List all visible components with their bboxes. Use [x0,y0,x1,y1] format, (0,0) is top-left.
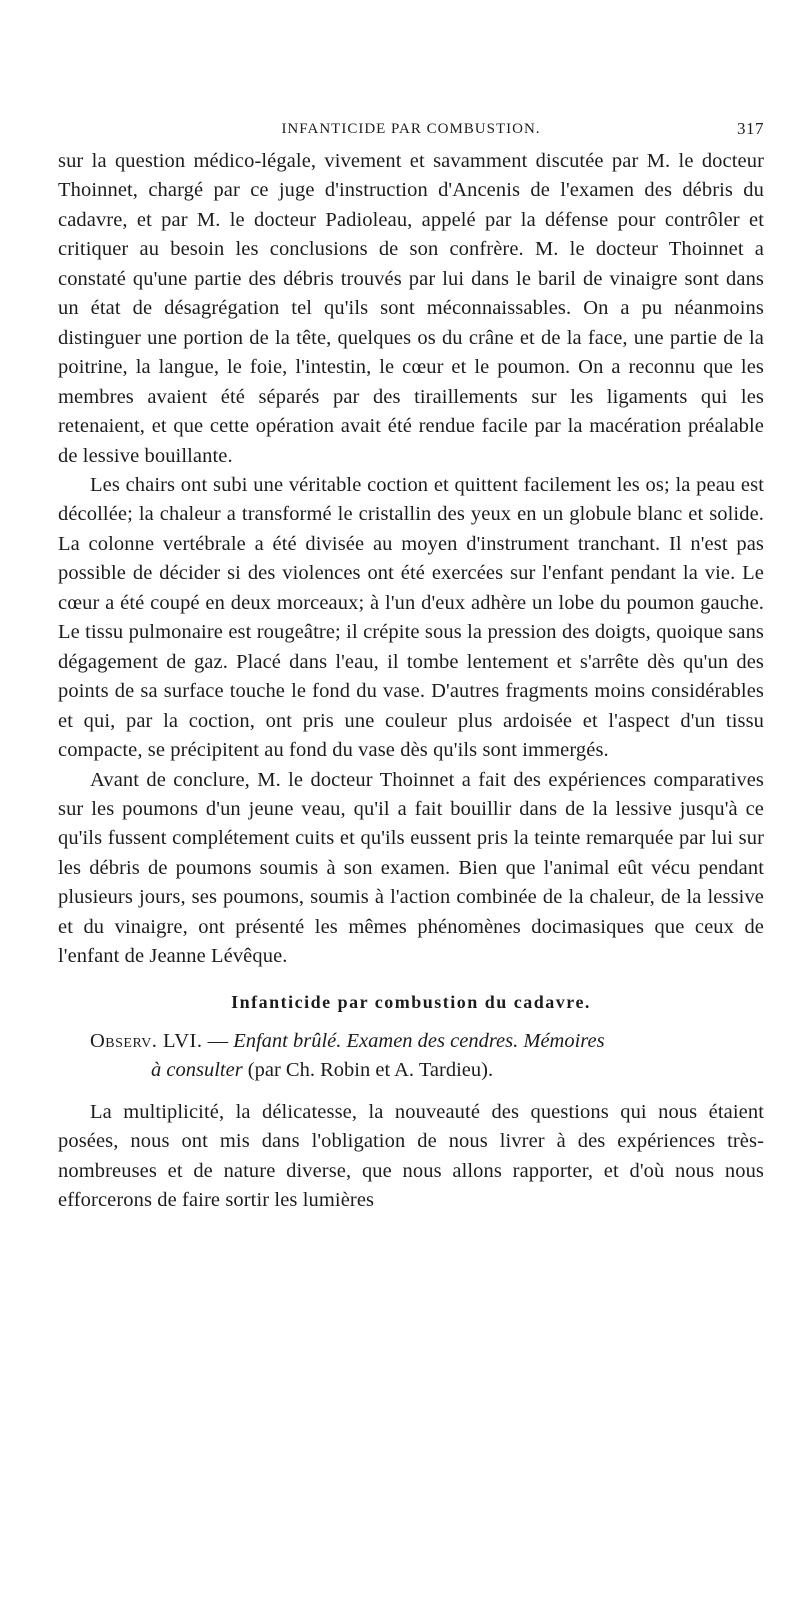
paragraph: Avant de conclure, M. le docteur Thoinnet a fait des expériences comparatives sur les poumons d'un jeune veau, qu'il a fait bouillir dans de la lessive jusqu'à ce qu'ils fussent complétement cuits et qu'ils eussent pris la teinte remarquée par lui sur les débris de poumons soumis à son examen. Bien que l'animal eût vécu pendant plusieurs jours, ses poumons, soumis à l'action combinée de la chaleur, de la lessive et du vinaigre, ont présenté les mêmes phénomènes docimasiques que ceux de l'enfant de Jeanne Lévêque. [58,768,764,968]
book-page [0,113,800,1597]
paragraph: Les chairs ont subi une véritable coction et quittent facilement les os; la peau est décollée; la chaleur a transformé le cristallin des yeux en un globule blanc et solide. La colonne vertébrale a été divisée au moyen d'instrument tranchant. Il n'est pas possible de décider si des violences ont été exercées sur l'enfant pendant la vie. Le cœur a été coupé en deux morceaux; à l'un d'eux adhère un lobe du poumon gauche. Le tissu pulmonaire est rougeâtre; il crépite sous la pression des doigts, quoique sans dégagement de gaz. Placé dans l'eau, il tombe lentement et s'arrête dès qu'un des points de sa surface touche le fond du vase. D'autres fragments moins considérables et qui, par la coction, ont pris une couleur plus ardoisée et l'aspect d'un tissu compacte, se précipitent au fond du vase dès qu'ils sont immergés. [58,473,764,762]
section-heading: Infanticide par combustion du cadavre. [231,991,591,1012]
running-title: INFANTICIDE PAR COMBUSTION. [281,121,541,137]
body-text [58,147,764,1215]
page-number: 317 [737,119,764,138]
observation-authors: (par Ch. Robin et A. Tardieu). [247,1059,494,1082]
paragraph-continuation: sur la question médico-légale, vivement et savamment discutée par M. le docteur Thoinnet, chargé par ce juge d'instruction d'Ancenis de l'examen des débris du cadavre, et par M. le docteur Padioleau, appelé par la défense pour contrôler et critiquer au besoin les conclusions de son confrère. M. le docteur Thoinnet a constaté qu'une partie des débris trouvés par lui dans le baril de vinaigre sont dans un état de désagrégation tel qu'ils sont méconnaissables. On a pu néanmoins distinguer une portion de la tête, quelques os du crâne et de la face, une partie de la poitrine, la langue, le foie, l'intestin, le cœur et le poumon. On a reconnu que les membres avaient été séparés par des tiraillements sur les ligaments qui les retenaient, et que cette opération avait été rendue facile par la macération préalable de lessive bouillante. [58,150,764,467]
running-head [58,113,764,147]
observation-dash: — [207,1029,229,1052]
observation-citation [58,1027,764,1086]
observation-label: Observ. LVI. [90,1029,203,1052]
paragraph: La multiplicité, la délicatesse, la nouveauté des questions qui nous étaient posées, nous ont mis dans l'obligation de nous livrer à des expériences très-nombreuses et de nature diverse, que nous allons rapporter, et d'où nous nous efforcerons de faire sortir les lumières [58,1100,764,1211]
observation-title: Enfant brûlé. Examen des cendres. Mémoires [233,1029,605,1052]
observation-title-continued: à consulter [151,1059,243,1082]
